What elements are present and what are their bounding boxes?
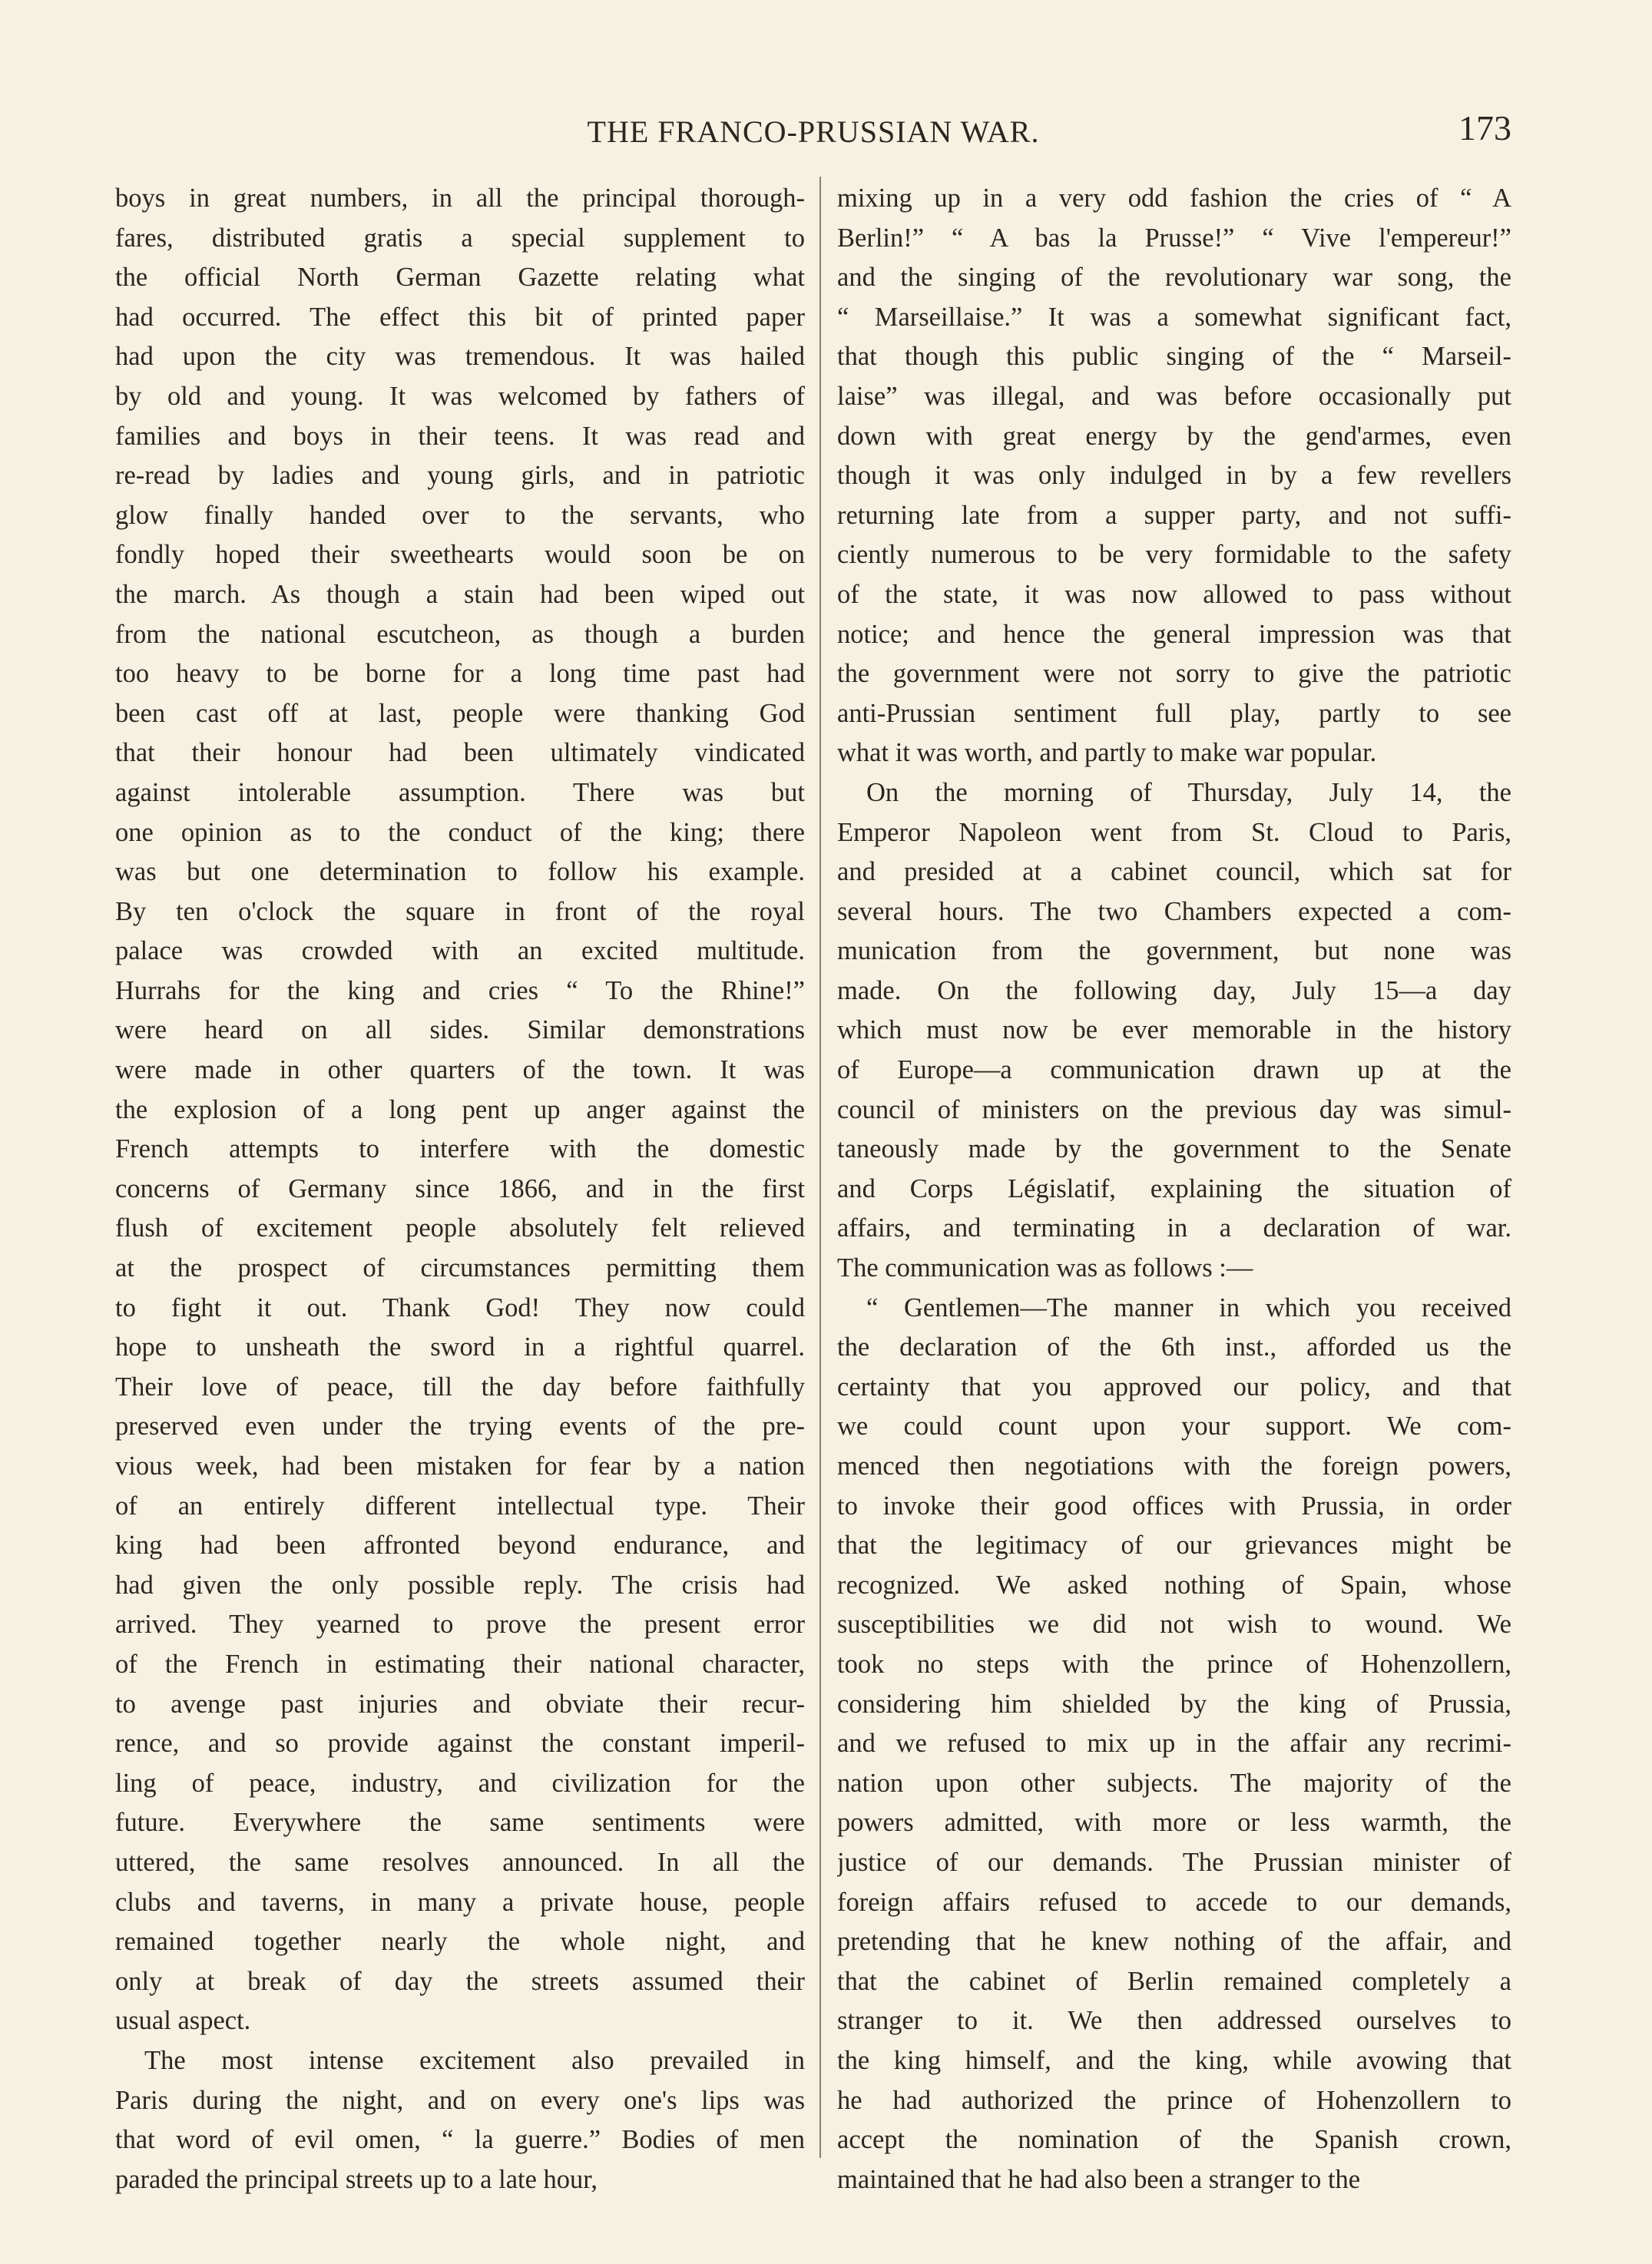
page-header bbox=[115, 108, 1511, 154]
text-line: re-read by ladies and young girls, and in patriotic bbox=[115, 461, 805, 491]
left-text-column bbox=[115, 179, 805, 2199]
text-line: glow finally handed over to the servants, who bbox=[115, 500, 805, 530]
text-line: boys in great numbers, in all the principal thorough- bbox=[115, 184, 805, 213]
text-line: though it was only indulged in by a few revellers bbox=[837, 461, 1511, 491]
text-line: palace was crowded with an excited multitude. bbox=[115, 936, 805, 966]
text-line: preserved even under the trying events of the pre- bbox=[115, 1412, 805, 1441]
text-line: that the legitimacy of our grievances might be bbox=[837, 1531, 1511, 1561]
text-line: the explosion of a long pent up anger against the bbox=[115, 1094, 805, 1124]
text-line: munication from the government, but none was bbox=[837, 936, 1511, 966]
text-line: The communication was as follows :— bbox=[837, 1253, 1253, 1283]
text-line: ciently numerous to be very formidable to the safety bbox=[837, 540, 1511, 570]
text-line: was but one determination to follow his example. bbox=[115, 857, 805, 887]
text-line: from the national escutcheon, as though a burden bbox=[115, 619, 805, 649]
text-line: maintained that he had also been a stranger to the bbox=[837, 2164, 1361, 2194]
text-line: menced then negotiations with the foreign powers, bbox=[837, 1451, 1511, 1481]
text-line: to fight it out. Thank God! They now could bbox=[115, 1293, 805, 1322]
text-line: of Europe—a communication drawn up at the bbox=[837, 1055, 1511, 1085]
text-line: accept the nomination of the Spanish crown, bbox=[837, 2125, 1511, 2155]
column-divider bbox=[819, 177, 821, 2158]
text-line: he had authorized the prince of Hohenzollern to bbox=[837, 2085, 1511, 2115]
text-line: had given the only possible reply. The crisis had bbox=[115, 1570, 805, 1600]
text-line: ling of peace, industry, and civilization for the bbox=[115, 1768, 805, 1798]
text-line: too heavy to be borne for a long time past had bbox=[115, 659, 805, 689]
text-line: that though this public singing of the “ Marseil- bbox=[837, 342, 1511, 372]
text-line: Their love of peace, till the day before faithfully bbox=[115, 1372, 805, 1402]
text-line: recognized. We asked nothing of Spain, whose bbox=[837, 1570, 1511, 1600]
text-line: took no steps with the prince of Hohenzollern, bbox=[837, 1649, 1511, 1679]
text-line: and Corps Législatif, explaining the situation of bbox=[837, 1173, 1511, 1203]
text-line: of the French in estimating their national character, bbox=[115, 1649, 805, 1679]
text-line: susceptibilities we did not wish to wound. We bbox=[837, 1610, 1511, 1640]
text-line: flush of excitement people absolutely felt relieved bbox=[115, 1213, 805, 1243]
text-line: justice of our demands. The Prussian minister of bbox=[837, 1847, 1511, 1877]
text-line: taneously made by the government to the Senate bbox=[837, 1134, 1511, 1164]
text-line: returning late from a supper party, and not suffi- bbox=[837, 500, 1511, 530]
text-line: paraded the principal streets up to a late hour, bbox=[115, 2164, 598, 2194]
text-line: affairs, and terminating in a declaration of war. bbox=[837, 1213, 1511, 1243]
text-line: council of ministers on the previous day was simul- bbox=[837, 1094, 1511, 1124]
text-line: On the morning of Thursday, July 14, the bbox=[866, 777, 1511, 807]
text-line: laise” was illegal, and was before occasionally put bbox=[837, 381, 1511, 411]
text-line: the government were not sorry to give the patriotic bbox=[837, 659, 1511, 689]
text-line: had occurred. The effect this bit of printed paper bbox=[115, 302, 805, 332]
text-line: only at break of day the streets assumed their bbox=[115, 1966, 805, 1996]
text-line: nation upon other subjects. The majority of the bbox=[837, 1768, 1511, 1798]
text-line: and presided at a cabinet council, which sat for bbox=[837, 857, 1511, 887]
text-line: by old and young. It was welcomed by fathers of bbox=[115, 381, 805, 411]
text-line: been cast off at last, people were thanking God bbox=[115, 698, 805, 728]
text-line: that the cabinet of Berlin remained completely a bbox=[837, 1966, 1511, 1996]
text-line: of an entirely different intellectual type. Their bbox=[115, 1491, 805, 1521]
text-line: to invoke their good offices with Prussia, in order bbox=[837, 1491, 1511, 1521]
text-line: By ten o'clock the square in front of the royal bbox=[115, 896, 805, 926]
text-line: were made in other quarters of the town. It was bbox=[115, 1055, 805, 1085]
text-line: anti-Prussian sentiment full play, partly to see bbox=[837, 698, 1511, 728]
text-line: remained together nearly the whole night, and bbox=[115, 1927, 805, 1957]
text-line: at the prospect of circumstances permitting them bbox=[115, 1253, 805, 1283]
text-line: usual aspect. bbox=[115, 2006, 251, 2036]
text-line: foreign affairs refused to accede to our demands, bbox=[837, 1887, 1511, 1917]
page-number: 173 bbox=[1458, 108, 1511, 147]
text-line: the king himself, and the king, while avowing that bbox=[837, 2045, 1511, 2075]
text-line: “ Gentlemen—The manner in which you received bbox=[866, 1293, 1511, 1322]
right-text-column bbox=[837, 179, 1511, 2199]
text-line: that word of evil omen, “ la guerre.” Bodies of men bbox=[115, 2125, 805, 2155]
text-line: to avenge past injuries and obviate their recur- bbox=[115, 1689, 805, 1719]
text-line: mixing up in a very odd fashion the cries of “ A bbox=[837, 184, 1511, 213]
text-line: down with great energy by the gend'armes, even bbox=[837, 421, 1511, 451]
text-line: notice; and hence the general impression was that bbox=[837, 619, 1511, 649]
running-title: THE FRANCO-PRUSSIAN WAR. bbox=[587, 114, 1040, 149]
text-line: pretending that he knew nothing of the affair, and bbox=[837, 1927, 1511, 1957]
text-line: “ Marseillaise.” It was a somewhat significant fact, bbox=[837, 302, 1511, 332]
text-line: made. On the following day, July 15—a day bbox=[837, 975, 1511, 1005]
text-line: the official North German Gazette relating what bbox=[115, 263, 805, 293]
text-line: one opinion as to the conduct of the king; there bbox=[115, 817, 805, 847]
text-line: and the singing of the revolutionary war song, the bbox=[837, 263, 1511, 293]
text-line: certainty that you approved our policy, and that bbox=[837, 1372, 1511, 1402]
text-line: arrived. They yearned to prove the present error bbox=[115, 1610, 805, 1640]
text-line: future. Everywhere the same sentiments were bbox=[115, 1808, 805, 1838]
text-line: against intolerable assumption. There was but bbox=[115, 777, 805, 807]
text-line: Hurrahs for the king and cries “ To the Rhine!” bbox=[115, 975, 805, 1005]
text-line: of the state, it was now allowed to pass without bbox=[837, 579, 1511, 609]
text-line: several hours. The two Chambers expected a com- bbox=[837, 896, 1511, 926]
text-line: the declaration of the 6th inst., afforded us the bbox=[837, 1332, 1511, 1362]
text-line: uttered, the same resolves announced. In all the bbox=[115, 1847, 805, 1877]
text-line: which must now be ever memorable in the history bbox=[837, 1015, 1511, 1045]
text-line: stranger to it. We then addressed ourselves to bbox=[837, 2006, 1511, 2036]
text-line: were heard on all sides. Similar demonstrations bbox=[115, 1015, 805, 1045]
text-line: we could count upon your support. We com- bbox=[837, 1412, 1511, 1441]
text-line: The most intense excitement also prevailed in bbox=[144, 2045, 805, 2075]
text-line: king had been affronted beyond endurance, and bbox=[115, 1531, 805, 1561]
text-line: powers admitted, with more or less warmth, the bbox=[837, 1808, 1511, 1838]
text-line: Berlin!” “ A bas la Prusse!” “ Vive l'empereur!” bbox=[837, 223, 1511, 253]
text-line: fares, distributed gratis a special supplement to bbox=[115, 223, 805, 253]
text-line: Paris during the night, and on every one's lips was bbox=[115, 2085, 805, 2115]
text-line: the march. As though a stain had been wiped out bbox=[115, 579, 805, 609]
text-line: rence, and so provide against the constant imperil- bbox=[115, 1729, 805, 1759]
text-line: had upon the city was tremendous. It was hailed bbox=[115, 342, 805, 372]
text-line: that their honour had been ultimately vindicated bbox=[115, 738, 805, 768]
text-line: fondly hoped their sweethearts would soon be on bbox=[115, 540, 805, 570]
text-line: Emperor Napoleon went from St. Cloud to Paris, bbox=[837, 817, 1511, 847]
text-line: French attempts to interfere with the domestic bbox=[115, 1134, 805, 1164]
text-line: families and boys in their teens. It was read and bbox=[115, 421, 805, 451]
text-line: considering him shielded by the king of Prussia, bbox=[837, 1689, 1511, 1719]
text-line: clubs and taverns, in many a private house, people bbox=[115, 1887, 805, 1917]
text-line: what it was worth, and partly to make war popular. bbox=[837, 738, 1377, 768]
text-line: hope to unsheath the sword in a rightful quarrel. bbox=[115, 1332, 805, 1362]
text-line: vious week, had been mistaken for fear by a nation bbox=[115, 1451, 805, 1481]
text-line: concerns of Germany since 1866, and in the first bbox=[115, 1173, 805, 1203]
text-line: and we refused to mix up in the affair any recrimi- bbox=[837, 1729, 1511, 1759]
